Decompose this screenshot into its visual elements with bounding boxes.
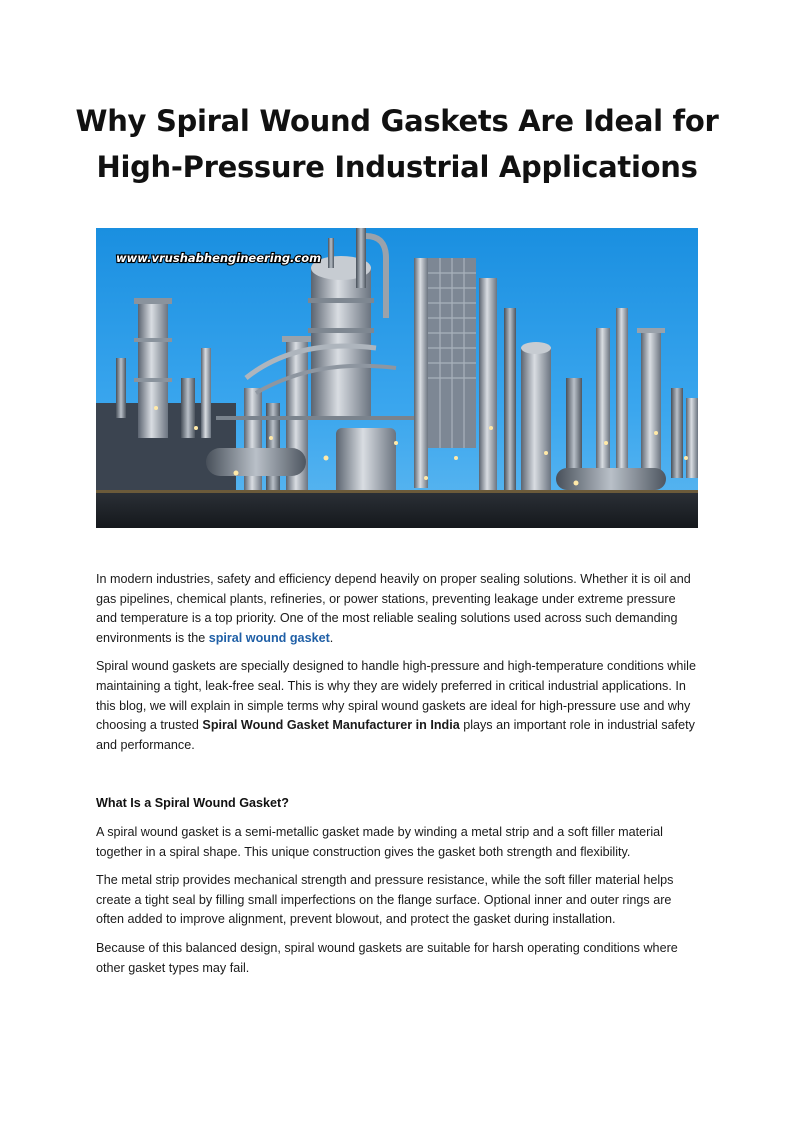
hero-image-refinery — [96, 228, 698, 528]
intro-paragraph-2: Spiral wound gaskets are specially designed to handle high-pressure and high-temperature conditions while maintaining a tight, leak-free seal. This is why they are widely preferred in critical industrial applications. In this blog, we will explain in simple terms why spiral wound gaskets are ideal for high-pressure use and why choosing a trusted Spiral Wound Gasket Manufacturer in India plays an important role in industrial safety and performance. — [96, 659, 696, 752]
section-paragraph-3: Because of this balanced design, spiral wound gaskets are suitable for harsh operating conditions where other gasket types may fail. — [96, 940, 678, 975]
section-paragraph-2: The metal strip provides mechanical strength and pressure resistance, while the soft filler material helps create a tight seal by filling small imperfections on the flange surface. Optional inner and outer rings are often added to improve alignment, prevent blowout, and protect the gasket during installation. — [96, 873, 674, 927]
intro-paragraph-1: In modern industries, safety and efficiency depend heavily on proper sealing solutions. Whether it is oil and gas pipelines, chemical plants, refineries, or power stations, preventing leakage under extreme pressure and temperature is a top priority. One of the most reliable sealing solutions used across such demanding environments is the spiral wound gasket. — [96, 572, 691, 645]
section-paragraph-1: A spiral wound gasket is a semi-metallic gasket made by winding a metal strip and a soft filler material together in a spiral shape. This unique construction gives the gasket both strength and flexibility. — [96, 824, 663, 859]
watermark-text: www.vrushabhengineering.com — [116, 251, 322, 265]
page-title — [60, 98, 734, 190]
title-line-2: High-Pressure Industrial Applications — [96, 150, 698, 184]
section-heading: What Is a Spiral Wound Gasket? — [96, 796, 289, 811]
title-line-1: Why Spiral Wound Gaskets Are Ideal for — [75, 104, 719, 138]
manufacturer-keyword: Spiral Wound Gasket Manufacturer in India — [202, 718, 460, 733]
spiral-wound-gasket-link[interactable]: spiral wound gasket — [208, 630, 330, 645]
article-body — [96, 570, 700, 987]
